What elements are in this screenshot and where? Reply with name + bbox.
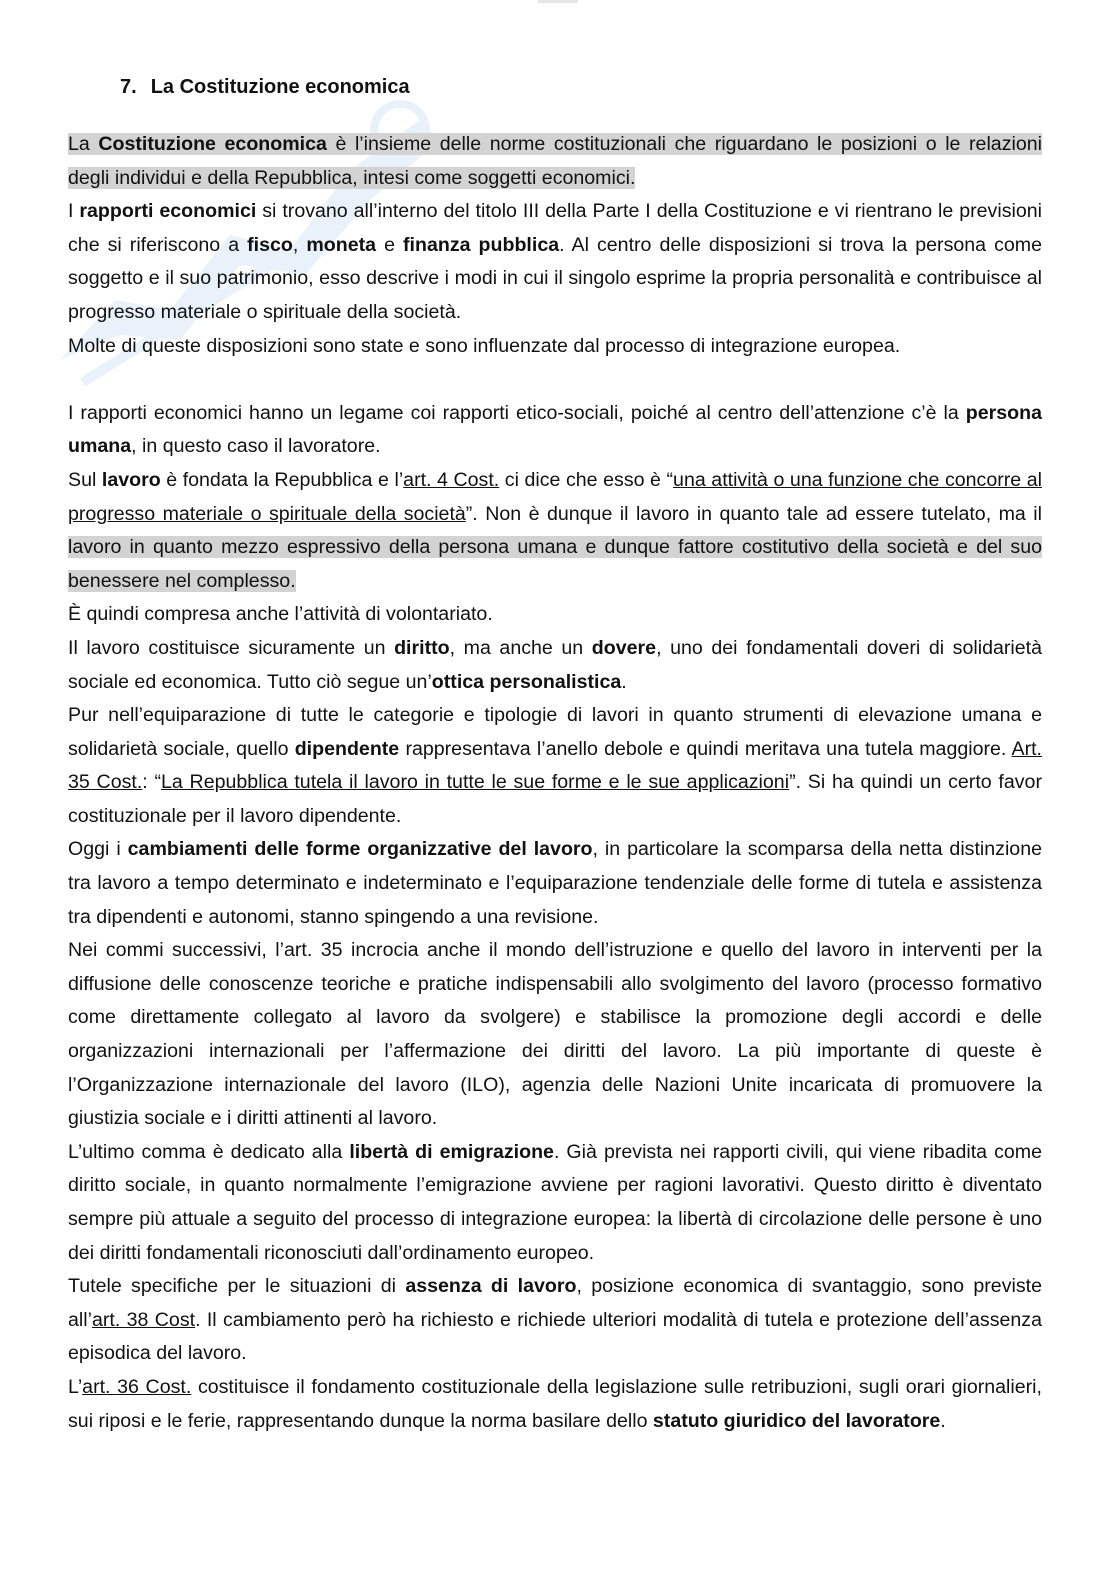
bold-term: libertà di emigrazione	[349, 1140, 554, 1163]
text-run: si trovano all’interno del titolo III della Parte I della Costituzione e vi rientrano le previsioni che si riferiscono a	[68, 200, 1043, 256]
bold-term: ottica personalistica	[431, 670, 622, 693]
document-body	[68, 72, 1042, 1438]
bold-term: Costituzione economica	[98, 133, 327, 155]
paragraph-rapporti-economici	[68, 195, 1042, 329]
paragraph-commi-successivi	[68, 934, 1042, 1136]
bold-term: assenza di lavoro	[405, 1275, 577, 1298]
text-run: . Già prevista nei rapporti civili, qui viene ribadita come diritto sociale, in quanto normalmente l’emigrazione avviene per ragioni lavorativi. Questo diritto è diventato sempre più attuale a seguito del processo di integrazione europea: la libertà di circolazione delle persone è uno dei diritti fondamentali riconosciuti dall’ordinamento europeo.	[68, 1140, 1043, 1264]
bold-term: diritto	[394, 636, 450, 659]
ref-art-35: Art. 35 Cost.	[68, 737, 1042, 794]
section-title: La Costituzione economica	[150, 76, 410, 98]
paragraph-emigrazione	[68, 1136, 1042, 1270]
text-run: è fondata la Repubblica e l’	[160, 468, 404, 491]
highlighted-definition	[68, 133, 1042, 189]
text-run: Il lavoro costituisce sicuramente un	[68, 636, 395, 659]
bold-term: dovere	[591, 636, 657, 659]
quote-art-35: La Repubblica tutela il lavoro in tutte le sue forme e le sue applicazioni	[161, 771, 790, 794]
bold-term: persona umana	[68, 401, 1042, 458]
text-run: e	[376, 233, 404, 256]
text-run: è l’insieme delle norme costituzionali che riguardano le posizioni o le relazioni degli individui e della Repubblica, intesi come soggetti economici.	[68, 133, 1042, 189]
text-run: costituisce il fondamento costituzionale della legislazione sulle retribuzioni, sugli orari giornalieri, sui riposi e le ferie, rappresentando dunque la norma basilare dello	[68, 1375, 1042, 1432]
bold-term: moneta	[306, 233, 377, 256]
bold-term: rapporti economici	[79, 200, 257, 223]
text-run: ”. Non è dunque il lavoro in quanto tale ad essere tutelato, ma il	[465, 502, 1042, 525]
text-run: ”. Si ha quindi un certo favor costituzionale per il lavoro dipendente.	[68, 771, 1042, 827]
bold-term: lavoro	[101, 468, 161, 491]
text-run: .	[290, 569, 296, 592]
text-run: L’ultimo comma è dedicato alla	[68, 1140, 350, 1163]
paragraph-art38	[68, 1270, 1042, 1371]
text-run: .	[621, 670, 627, 693]
text-run: Tutele specifiche per le situazioni di	[68, 1275, 406, 1298]
bold-term: statuto giuridico del lavoratore	[652, 1409, 941, 1432]
text-run: ,	[292, 233, 307, 256]
text-run: I	[68, 200, 80, 223]
text-run: , posizione economica di svantaggio, sono previste all’	[68, 1275, 1042, 1331]
text-run: lavoro in quanto mezzo espressivo della persona umana e dunque fattore costitutivo della società e del suo benessere nel complesso	[68, 536, 1042, 592]
page-header-mark	[538, 0, 578, 3]
text-run: , uno dei fondamentali doveri di solidarietà sociale ed economica. Tutto ciò segue un’	[68, 636, 1042, 693]
text-run: : “	[142, 771, 162, 794]
bold-term: finanza pubblica	[403, 233, 560, 256]
paragraph-diritto-dovere	[68, 632, 1042, 699]
section-heading	[120, 72, 1042, 102]
paragraph-integrazione-europea	[68, 330, 1042, 364]
text-run: . Al centro delle disposizioni si trova la persona come soggetto e il suo patrimonio, esso descrive i modi in cui il singolo esprime la propria personalità e contribuisce al progresso materiale o spirituale della società.	[68, 233, 1043, 323]
text-run: .	[940, 1409, 946, 1432]
text-run: , in questo caso il lavoratore.	[131, 435, 381, 458]
paragraph-definition	[68, 128, 1042, 195]
text-run: , ma anche un	[449, 636, 592, 659]
text-run: È quindi compresa anche l’attività di volontariato.	[68, 603, 493, 626]
paragraph-etico-sociali	[68, 397, 1042, 464]
text-run: Sul	[68, 468, 102, 491]
text-run: . Il cambiamento però ha richiesto e richiede ulteriori modalità di tutela e protezione dell’assenza episodica del lavoro.	[68, 1308, 1042, 1365]
text-run: L’	[68, 1375, 83, 1398]
quote-art-4: una attività o una funzione che concorre al progresso materiale o spirituale della società	[68, 468, 1042, 525]
text-run: La	[68, 133, 99, 155]
text-run: Molte di queste disposizioni sono state e sono influenzate dal processo di integrazione europea.	[68, 334, 901, 357]
section-number: 7.	[120, 76, 137, 98]
text-run: , in particolare la scomparsa della netta distinzione tra lavoro a tempo determinato e indeterminato e l’equiparazione tendenziale delle forme di tutela e assistenza tra dipendenti e autonomi, stanno spingendo a una revisione.	[68, 838, 1043, 928]
text-run: Nei commi successivi, l’art. 35 incrocia anche il mondo dell’istruzione e quello del lavoro in interventi per la diffusione delle conoscenze teoriche e pratiche indispensabili allo svolgimento del lavoro (processo formativo come direttamente collegato al lavoro da svolgere) e stabilisce la promozione degli accordi e delle organizzazioni internazionali per l’affermazione dei diritti del lavoro. La più importante di queste è l’Organizzazione internazionale del lavoro (ILO), agenzia delle Nazioni Unite incaricata di promuovere la giustizia sociale e i diritti attinenti al lavoro.	[68, 939, 1042, 1130]
bold-term: cambiamenti delle forme organizzative del lavoro	[127, 838, 593, 861]
bold-term: dipendente	[294, 737, 400, 760]
highlighted-lavoro	[68, 536, 1042, 592]
ref-art-36: art. 36 Cost.	[82, 1375, 192, 1398]
paragraph-cambiamenti	[68, 833, 1042, 934]
bold-term: fisco	[247, 233, 293, 256]
paragraph-art35	[68, 699, 1042, 833]
ref-art-4: art. 4 Cost.	[403, 468, 500, 491]
text-run: rappresentava l’anello debole e quindi meritava una tutela maggiore.	[399, 737, 1012, 760]
text-run: I rapporti economici hanno un legame coi rapporti etico-sociali, poiché al centro dell’attenzione c’è la	[68, 401, 966, 424]
ref-art-38: art. 38 Cost	[91, 1308, 196, 1331]
text-run: ci dice che esso è “	[499, 468, 674, 491]
text-run: Pur nell’equiparazione di tutte le categorie e tipologie di lavori in quanto strumenti di elevazione umana e solidarietà sociale, quello	[68, 704, 1042, 760]
paragraph-art36	[68, 1371, 1042, 1438]
paragraph-lavoro-art4	[68, 464, 1042, 598]
paragraph-volontariato	[68, 598, 1042, 632]
text-run: Oggi i	[68, 838, 128, 861]
